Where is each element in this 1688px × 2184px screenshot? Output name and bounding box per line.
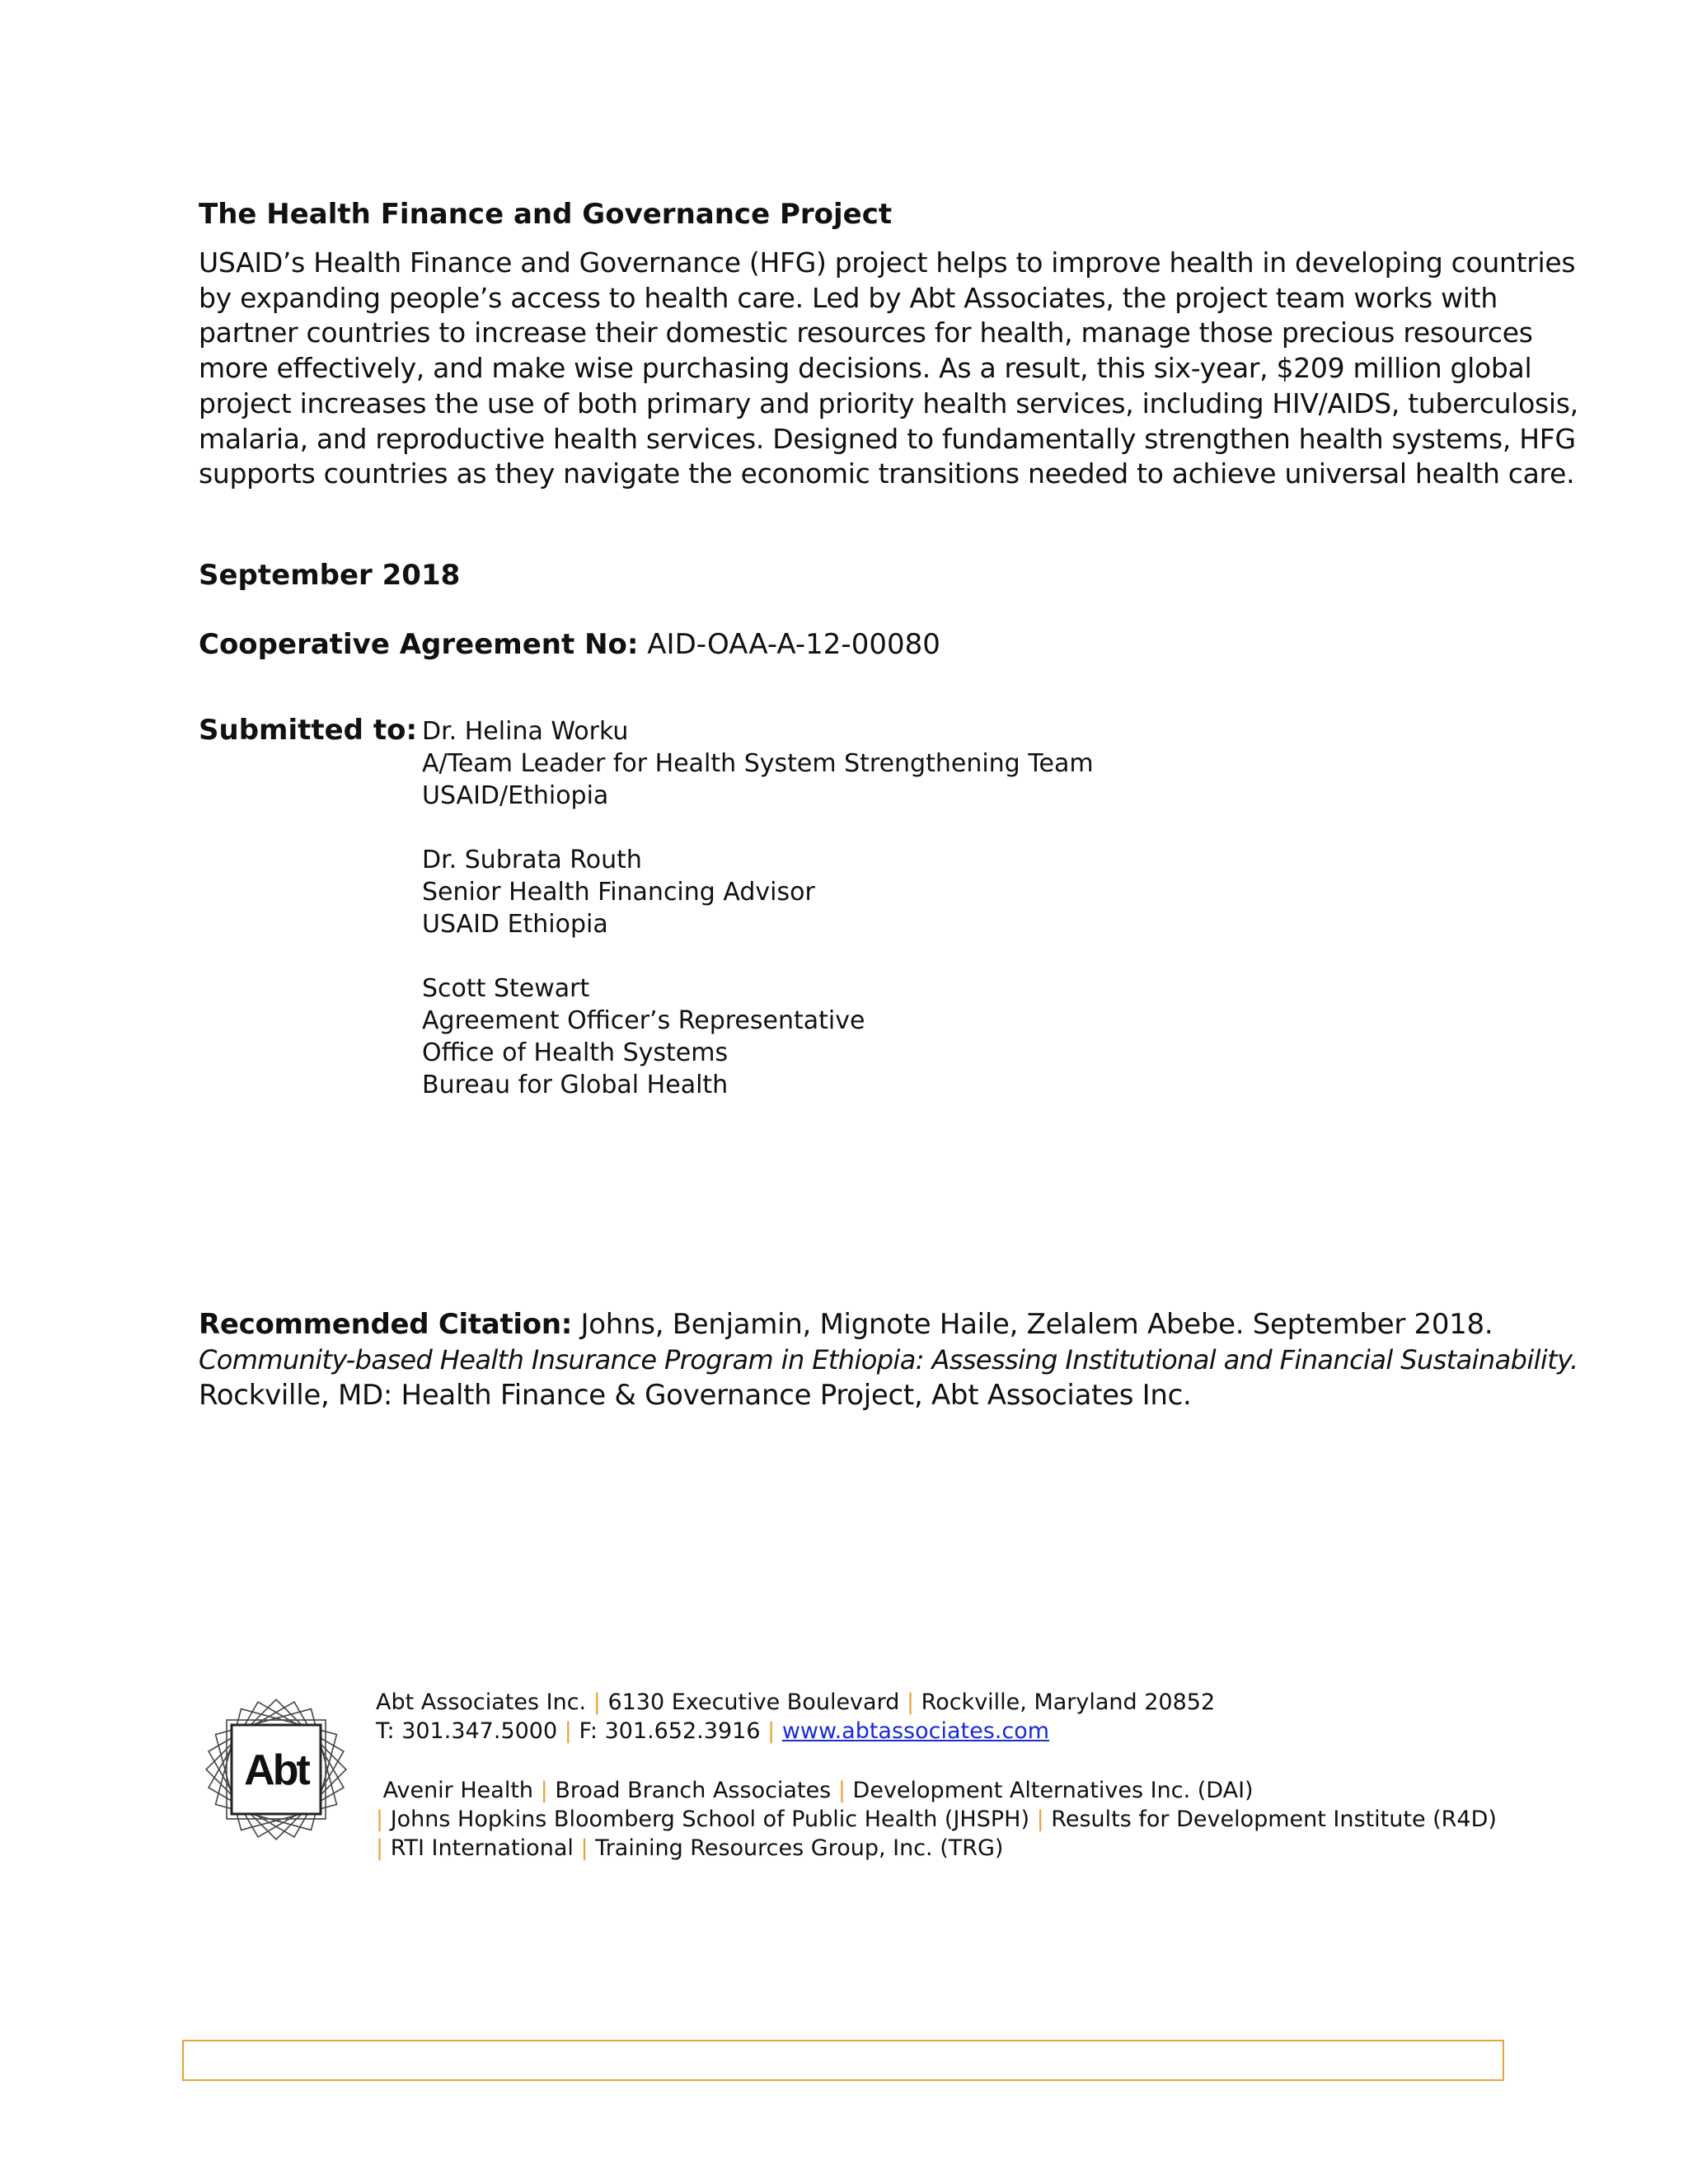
recipient-office: USAID/Ethiopia xyxy=(422,781,609,810)
recipient xyxy=(422,715,1094,812)
recipient-bureau: Bureau for Global Health xyxy=(422,1071,729,1099)
cooperative-agreement-number: AID-OAA-A-12-00080 xyxy=(647,628,940,661)
partner-name: Johns Hopkins Bloomberg School of Public Health (JHSPH) xyxy=(390,1807,1029,1832)
recipient-name: Scott Stewart xyxy=(422,974,590,1003)
partner-name: Broad Branch Associates xyxy=(555,1778,832,1803)
description-line: USAID’s Health Finance and Governance (HFG) project helps to improve health in developing countries xyxy=(199,246,1576,279)
citation-publisher: Rockville, MD: Health Finance & Governance Project, Abt Associates Inc. xyxy=(199,1379,1192,1412)
project-title: The Health Finance and Governance Project xyxy=(199,198,893,231)
description-line: malaria, and reproductive health services. Designed to fundamentally strengthen health systems, HFG xyxy=(199,422,1576,455)
recipient-office: USAID Ethiopia xyxy=(422,910,608,939)
citation-title: Community-based Health Insurance Program in Ethiopia: Assessing Institutional and Financial Sustainability. xyxy=(199,1344,1578,1376)
submitted-to-label: Submitted to: xyxy=(199,714,418,747)
footer-box xyxy=(182,2040,1504,2081)
partners-line-1 xyxy=(376,1776,1497,1805)
recipient-office: Office of Health Systems xyxy=(422,1038,729,1067)
citation-authors: Johns, Benjamin, Mignote Haile, Zelalem Abebe. September 2018. xyxy=(580,1308,1493,1341)
recipients-list xyxy=(422,715,1094,1133)
address-line-1 xyxy=(376,1688,1215,1717)
website-link[interactable]: www.abtassociates.com xyxy=(781,1718,1050,1744)
separator: | xyxy=(837,1778,846,1803)
recipient-name: Dr. Helina Worku xyxy=(422,717,629,746)
fax-number: F: 301.652.3916 xyxy=(579,1718,761,1744)
street-address: 6130 Executive Boulevard xyxy=(607,1690,900,1715)
partners-block xyxy=(376,1776,1497,1863)
recipient-title: A/Team Leader for Health System Strengthening Team xyxy=(422,749,1094,778)
recipient-name: Dr. Subrata Routh xyxy=(422,846,642,874)
description-line: partner countries to increase their domestic resources for health, manage those precious resources xyxy=(199,316,1533,349)
recipient-title: Senior Health Financing Advisor xyxy=(422,878,815,907)
description-line: supports countries as they navigate the economic transitions needed to achieve universal health care. xyxy=(199,457,1575,490)
partner-name: Training Resources Group, Inc. (TRG) xyxy=(595,1835,1004,1861)
separator: | xyxy=(906,1690,915,1715)
project-description xyxy=(199,246,1578,492)
citation-line-1 xyxy=(199,1307,1550,1343)
description-line: project increases the use of both primary and priority health services, including HIV/AIDS, tuberculosis, xyxy=(199,387,1578,419)
separator: | xyxy=(593,1690,601,1715)
address-line-2 xyxy=(376,1717,1215,1746)
partner-name: Avenir Health xyxy=(382,1778,534,1803)
citation-label: Recommended Citation: xyxy=(199,1308,573,1341)
separator: | xyxy=(1036,1807,1044,1832)
partner-name: Development Alternatives Inc. (DAI) xyxy=(852,1778,1254,1803)
separator: | xyxy=(540,1778,548,1803)
separator: | xyxy=(564,1718,572,1744)
abt-logo-icon xyxy=(200,1694,352,1845)
description-line: by expanding people’s access to health care. Led by Abt Associates, the project team works with xyxy=(199,281,1498,314)
partners-line-2 xyxy=(376,1805,1497,1834)
address-block xyxy=(376,1688,1215,1746)
recommended-citation xyxy=(199,1307,1578,1413)
partner-name: RTI International xyxy=(390,1835,574,1861)
separator: | xyxy=(376,1835,384,1861)
org-name: Abt Associates Inc. xyxy=(376,1690,587,1715)
phone-number: T: 301.347.5000 xyxy=(376,1718,558,1744)
recipient xyxy=(422,844,1094,940)
logo-text: Abt xyxy=(244,1746,308,1794)
cooperative-agreement xyxy=(199,626,940,663)
separator: | xyxy=(376,1807,384,1832)
recipient-title: Agreement Officer’s Representative xyxy=(422,1006,865,1035)
partner-name: Results for Development Institute (R4D) xyxy=(1051,1807,1497,1832)
description-line: more effectively, and make wise purchasing decisions. As a result, this six-year, $209 million global xyxy=(199,352,1532,385)
partners-line-3 xyxy=(376,1834,1497,1863)
recipient xyxy=(422,972,1094,1101)
city-address: Rockville, Maryland 20852 xyxy=(921,1690,1216,1715)
separator: | xyxy=(580,1835,588,1861)
separator: | xyxy=(767,1718,776,1744)
cooperative-agreement-label: Cooperative Agreement No: xyxy=(199,628,639,661)
report-date: September 2018 xyxy=(199,559,461,592)
